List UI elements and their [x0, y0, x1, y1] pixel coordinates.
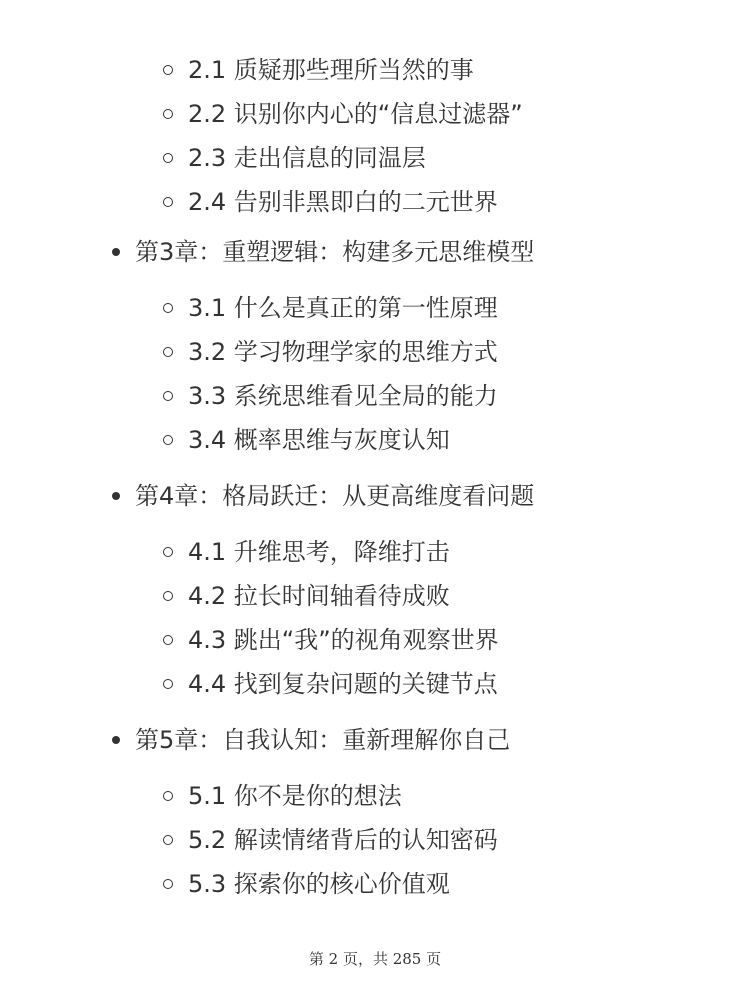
hollow-bullet-icon [163, 547, 173, 557]
chapter-label: 第3章：重塑逻辑：构建多元思维模型 [135, 238, 535, 266]
filled-bullet-icon [112, 492, 120, 500]
section-label: 3.3 系统思维看见全局的能力 [188, 382, 498, 410]
chapter-heading [0, 474, 750, 518]
section-label: 3.2 学习物理学家的思维方式 [188, 338, 498, 366]
chapter-label: 第5章：自我认知：重新理解你自己 [135, 726, 511, 754]
table-of-contents [0, 48, 750, 906]
hollow-bullet-icon [163, 835, 173, 845]
filled-bullet-icon [112, 248, 120, 256]
hollow-bullet-icon [163, 435, 173, 445]
section-item [0, 286, 750, 330]
section-item [0, 136, 750, 180]
chapter-entry [0, 230, 750, 462]
section-item [0, 774, 750, 818]
section-label: 5.2 解读情绪背后的认知密码 [188, 826, 498, 854]
hollow-bullet-icon [163, 679, 173, 689]
chapter-entry [0, 718, 750, 906]
filled-bullet-icon [112, 736, 120, 744]
section-item [0, 618, 750, 662]
section-label: 4.1 升维思考，降维打击 [188, 538, 450, 566]
section-label: 4.2 拉长时间轴看待成败 [188, 582, 450, 610]
section-label: 4.4 找到复杂问题的关键节点 [188, 670, 498, 698]
section-item [0, 92, 750, 136]
section-label: 5.1 你不是你的想法 [188, 782, 402, 810]
hollow-bullet-icon [163, 391, 173, 401]
section-item [0, 574, 750, 618]
section-item [0, 862, 750, 906]
hollow-bullet-icon [163, 635, 173, 645]
hollow-bullet-icon [163, 153, 173, 163]
hollow-bullet-icon [163, 197, 173, 207]
section-item [0, 48, 750, 92]
chapter-entry [0, 474, 750, 706]
section-label: 5.3 探索你的核心价值观 [188, 870, 450, 898]
hollow-bullet-icon [163, 591, 173, 601]
section-label: 3.1 什么是真正的第一性原理 [188, 294, 498, 322]
hollow-bullet-icon [163, 303, 173, 313]
section-item [0, 330, 750, 374]
page-number-footer: 第 2 页，共 285 页 [308, 950, 442, 968]
section-item [0, 418, 750, 462]
chapter-heading [0, 718, 750, 762]
hollow-bullet-icon [163, 65, 173, 75]
section-label: 2.3 走出信息的同温层 [188, 144, 426, 172]
chapter-label: 第4章：格局跃迁：从更高维度看问题 [135, 482, 535, 510]
section-label: 2.2 识别你内心的“信息过滤器” [188, 100, 523, 128]
section-label: 2.4 告别非黑即白的二元世界 [188, 188, 498, 216]
section-label: 3.4 概率思维与灰度认知 [188, 426, 450, 454]
section-label: 2.1 质疑那些理所当然的事 [188, 56, 474, 84]
hollow-bullet-icon [163, 879, 173, 889]
section-item [0, 374, 750, 418]
hollow-bullet-icon [163, 347, 173, 357]
section-item [0, 662, 750, 706]
section-item [0, 530, 750, 574]
hollow-bullet-icon [163, 791, 173, 801]
section-label: 4.3 跳出“我”的视角观察世界 [188, 626, 499, 654]
hollow-bullet-icon [163, 109, 173, 119]
section-item [0, 180, 750, 224]
chapter-heading [0, 230, 750, 274]
section-item [0, 818, 750, 862]
section-list [0, 48, 750, 224]
